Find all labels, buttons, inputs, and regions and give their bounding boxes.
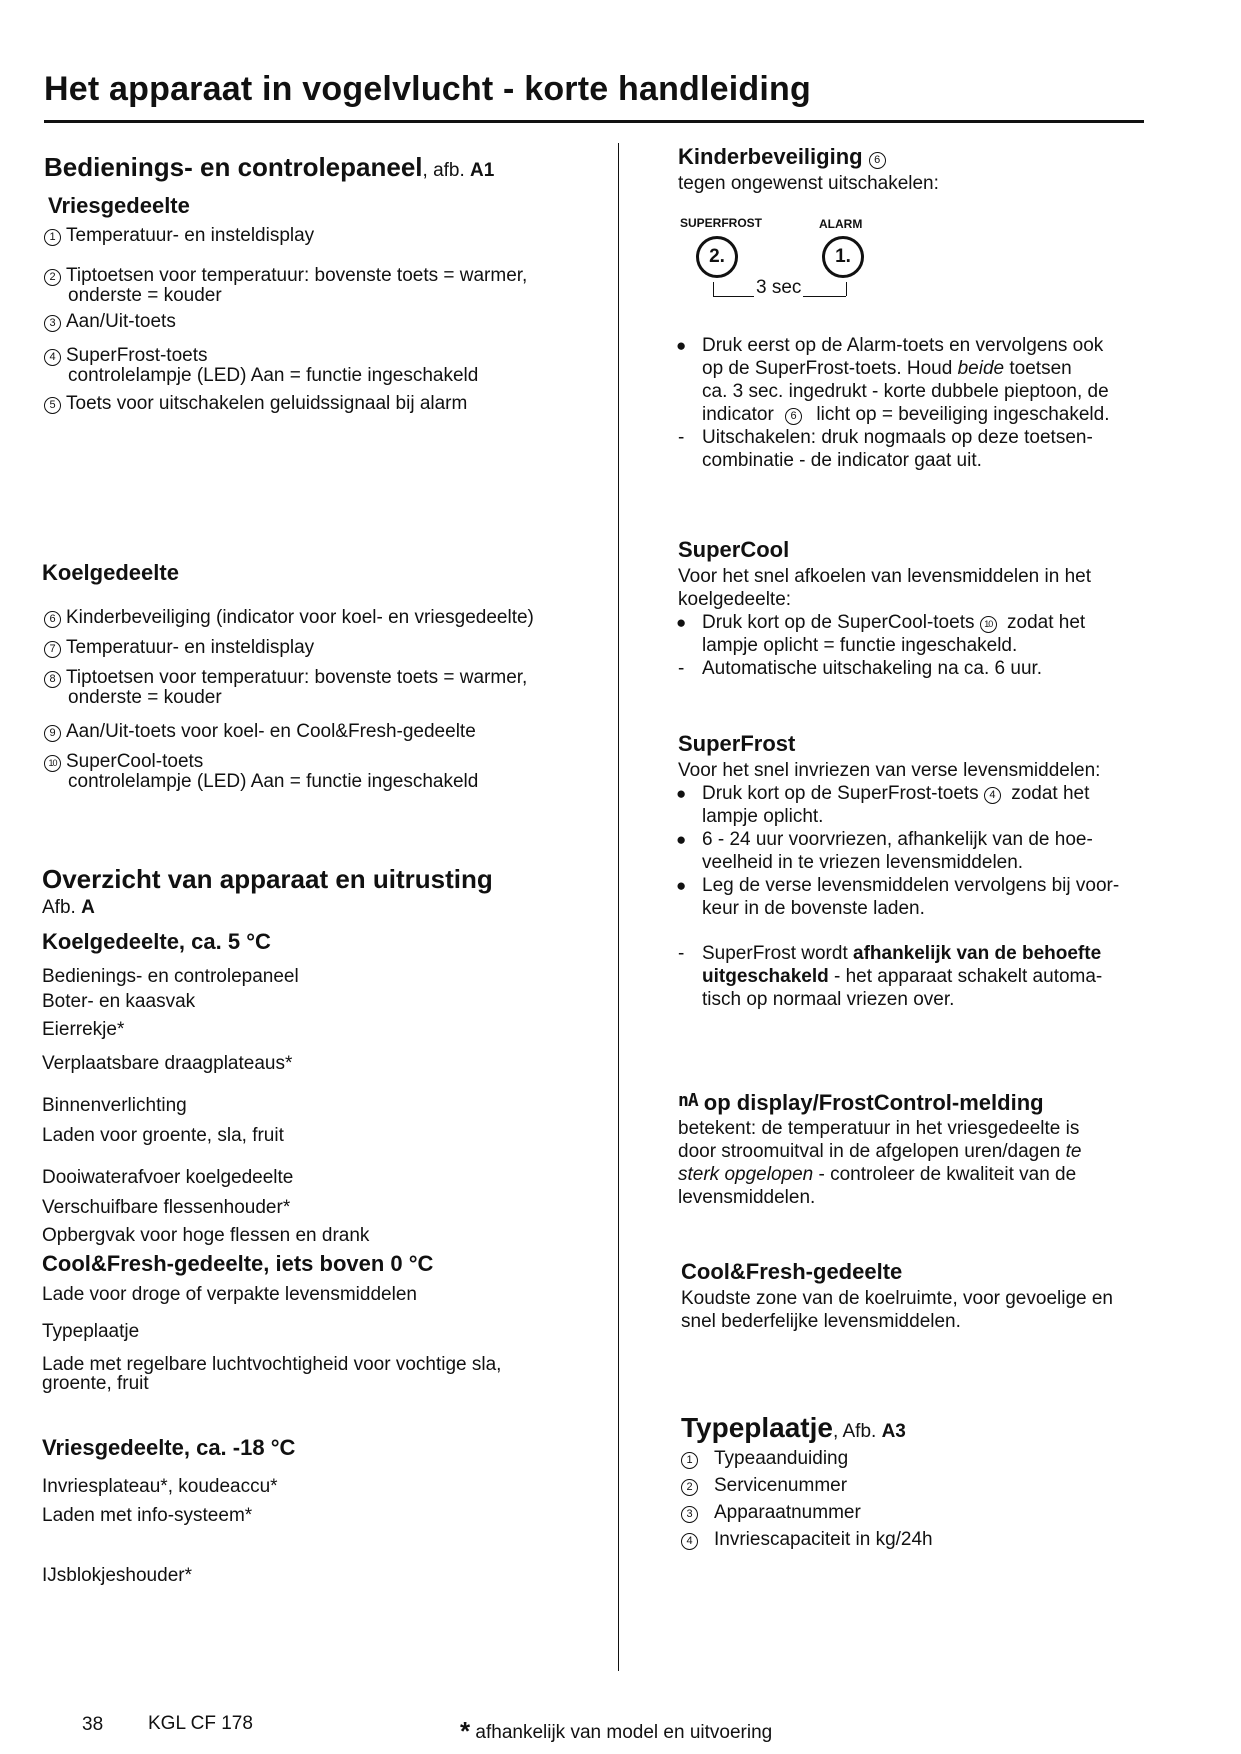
text-line: snel bederfelijke levensmiddelen. [681, 1311, 961, 1332]
typeplate-afb-ref: A3 [881, 1421, 906, 1442]
overview-coolfresh-item: Typeplaatje [42, 1321, 140, 1342]
text-line: Koudste zone van de koelruimte, voor gevoelige en [681, 1288, 1113, 1309]
page-title: Het apparaat in vogelvlucht - korte handleiding [44, 70, 811, 108]
number-badge: 1 [44, 229, 61, 246]
panel-freezer-item-4 [44, 346, 478, 385]
overview-fridge-item: Boter- en kaasvak [42, 991, 196, 1012]
panel-freezer-heading: Vriesgedeelte [48, 193, 190, 218]
item-label: Tiptoetsen voor temperatuur: bovenste toets = warmer, [66, 265, 528, 286]
dash-marker: - [678, 943, 685, 964]
bracket-left [713, 282, 714, 296]
superfrost-bullet-3 [702, 874, 1119, 920]
item-label: Apparaatnummer [714, 1502, 861, 1523]
number-badge: 9 [44, 725, 61, 742]
panel-fridge-item-9 [44, 722, 476, 742]
item-label: Temperatuur- en insteldisplay [66, 225, 315, 246]
title-rule [44, 120, 1144, 123]
child-lock-off-text [702, 426, 1093, 472]
panel-freezer-item-5 [44, 394, 467, 414]
overview-coolfresh-item: Lade met regelbare luchtvochtigheid voor vochtige sla, [42, 1354, 502, 1375]
item-label: Aan/Uit-toets voor koel- en Cool&Fresh-gedeelte [66, 721, 476, 742]
number-badge: 5 [44, 397, 61, 414]
number-badge: 4 [44, 349, 61, 366]
text-line: - het apparaat schakelt automa- [828, 966, 1103, 987]
superfrost-key-label: SUPERFROST [680, 216, 763, 230]
overview-fridge-item: Bedienings- en controlepaneel [42, 966, 299, 987]
text-line: Druk kort op de SuperFrost-toets [702, 783, 984, 804]
child-lock-subtitle: tegen ongewenst uitschakelen: [678, 173, 939, 194]
overview-fridge-item: Dooiwaterafvoer koelgedeelte [42, 1167, 294, 1188]
text-line: Uitschakelen: druk nogmaals op deze toetsen- [702, 427, 1093, 448]
overview-freezer-item: IJsblokjeshouder* [42, 1565, 192, 1586]
item-label: Aan/Uit-toets [66, 311, 176, 332]
item-label-cont: controlelampje (LED) Aan = functie ingeschakeld [68, 365, 479, 386]
bullet-icon: ● [676, 830, 687, 849]
supercool-bullet [702, 611, 1085, 657]
typeplate-item [681, 1474, 847, 1497]
text-line: 6 - 24 uur voorvriezen, afhankelijk van de hoe- [702, 829, 1093, 850]
text-line: SuperFrost wordt [702, 943, 853, 964]
footnote-text: afhankelijk van model en uitvoering [475, 1722, 773, 1743]
typeplate-item [681, 1501, 861, 1524]
text-line: op de SuperFrost-toets. Houd [702, 358, 958, 379]
bullet-icon: ● [676, 876, 687, 895]
number-badge: 2 [681, 1479, 698, 1496]
frostcontrol-heading [678, 1090, 1044, 1116]
supercool-intro [678, 565, 1091, 611]
asterisk: * [460, 1716, 471, 1746]
child-lock-heading-text: Kinderbeveiliging [678, 144, 863, 169]
text-line: combinatie - de indicator gaat uit. [702, 450, 982, 471]
panel-afb-ref: A1 [470, 160, 495, 181]
bold-text: afhankelijk van de behoefte [853, 943, 1102, 964]
display-symbol-icon: nA [678, 1090, 698, 1111]
coolfresh-heading: Cool&Fresh-gedeelte [681, 1259, 903, 1284]
bullet-icon: ● [676, 784, 687, 803]
text-line: Voor het snel afkoelen van levensmiddelen in het [678, 566, 1091, 587]
page-number: 38 [82, 1714, 104, 1735]
panel-fridge-item-6 [44, 608, 534, 628]
text-line: keur in de bovenste laden. [702, 898, 925, 919]
overview-afb-prefix: Afb. [42, 897, 76, 918]
overview-afb [42, 896, 95, 919]
bullet-icon: ● [676, 336, 687, 355]
panel-freezer-item-3 [44, 312, 176, 332]
duration-label: 3 sec [756, 277, 802, 298]
panel-freezer-item-1 [44, 226, 314, 246]
text-line: tisch op normaal vriezen over. [702, 989, 955, 1010]
superfrost-heading: SuperFrost [678, 731, 796, 756]
number-badge: 6 [869, 152, 886, 169]
text-line: zodat het [1001, 612, 1086, 633]
overview-coolfresh-item: Lade voor droge of verpakte levensmiddelen [42, 1284, 417, 1305]
text-line: Druk kort op de SuperCool-toets [702, 612, 980, 633]
panel-freezer-item-2 [44, 266, 527, 305]
number-badge: 6 [44, 611, 61, 628]
item-label: Servicenummer [714, 1475, 848, 1496]
text-line: toetsen [1004, 358, 1072, 379]
model-code: KGL CF 178 [148, 1713, 253, 1734]
item-label: Typeaanduiding [714, 1448, 849, 1469]
number-badge: 8 [44, 671, 61, 688]
dash-marker: - [678, 658, 685, 679]
overview-freezer-heading: Vriesgedeelte, ca. -18 °C [42, 1435, 296, 1460]
bullet-icon: ● [676, 613, 687, 632]
panel-heading [44, 152, 494, 183]
overview-fridge-item: Eierrekje* [42, 1019, 125, 1040]
number-badge: 7 [44, 641, 61, 658]
number-badge: 6 [785, 408, 802, 425]
item-label: Kinderbeveiliging (indicator voor koel- en vriesgedeelte) [66, 607, 534, 628]
bracket-right [846, 282, 847, 296]
overview-fridge-item: Verplaatsbare draagplateaus* [42, 1053, 293, 1074]
child-lock-heading [678, 144, 891, 170]
item-label: Tiptoetsen voor temperatuur: bovenste toets = warmer, [66, 667, 528, 688]
typeplate-item [681, 1447, 848, 1470]
panel-fridge-heading: Koelgedeelte [42, 560, 179, 585]
number-badge: 1 [681, 1452, 698, 1469]
text-line: lampje oplicht = functie ingeschakeld. [702, 635, 1018, 656]
child-lock-step-text [702, 334, 1110, 426]
item-label: SuperFrost-toets [66, 345, 208, 366]
number-badge: 4 [681, 1533, 698, 1550]
text-line: Druk eerst op de Alarm-toets en vervolgens ook [702, 335, 1104, 356]
panel-heading-text: Bedienings- en controlepaneel [44, 152, 423, 182]
superfrost-dash [702, 942, 1102, 1011]
item-label: SuperCool-toets [66, 751, 204, 772]
child-lock-diagram [678, 214, 898, 304]
overview-fridge-item: Opbergvak voor hoge flessen en drank [42, 1225, 370, 1246]
overview-freezer-item: Laden met info-systeem* [42, 1505, 253, 1526]
alarm-key-step: 1. [822, 236, 864, 278]
superfrost-bullet-2 [702, 828, 1093, 874]
panel-fridge-item-8 [44, 668, 527, 707]
text-line: door stroomuitval in de afgelopen uren/dagen [678, 1141, 1066, 1162]
typeplate-heading-text: Typeplaatje [681, 1412, 833, 1443]
overview-coolfresh-heading: Cool&Fresh-gedeelte, iets boven 0 °C [42, 1251, 434, 1276]
overview-afb-ref: A [81, 897, 95, 918]
panel-fridge-item-7 [44, 638, 314, 658]
column-divider [618, 143, 619, 1671]
dash-marker: - [678, 427, 685, 448]
overview-coolfresh-item: groente, fruit [42, 1373, 149, 1394]
superfrost-bullet-1 [702, 782, 1089, 828]
text-line: koelgedeelte: [678, 589, 792, 610]
number-badge: 4 [984, 787, 1001, 804]
item-label-cont: onderste = kouder [68, 687, 222, 708]
item-label: Invriescapaciteit in kg/24h [714, 1529, 933, 1550]
item-label: Temperatuur- en insteldisplay [66, 637, 315, 658]
alarm-key-label: ALARM [819, 217, 863, 231]
item-label-cont: onderste = kouder [68, 285, 222, 306]
emphasis-text: sterk opgelopen [678, 1164, 814, 1185]
typeplate-afb-prefix: , Afb. [832, 1421, 877, 1442]
emphasis-text: beide [957, 358, 1005, 379]
number-badge: 3 [44, 315, 61, 332]
supercool-dash: Automatische uitschakeling na ca. 6 uur. [702, 658, 1043, 679]
text-line: zodat het [1005, 783, 1090, 804]
overview-fridge-item: Laden voor groente, sla, fruit [42, 1125, 284, 1146]
panel-afb-prefix: , afb. [422, 160, 465, 181]
bold-text: uitgeschakeld [702, 966, 829, 987]
number-badge: 10 [44, 755, 61, 772]
text-line: indicator [702, 404, 780, 425]
frostcontrol-text [678, 1117, 1082, 1209]
text-line: Leg de verse levensmiddelen vervolgens bij voor- [702, 875, 1120, 896]
text-line: veelheid in te vriezen levensmiddelen. [702, 852, 1024, 873]
text-line: levensmiddelen. [678, 1187, 816, 1208]
overview-fridge-heading: Koelgedeelte, ca. 5 °C [42, 929, 271, 954]
coolfresh-text [681, 1287, 1113, 1333]
number-badge: 3 [681, 1506, 698, 1523]
text-line: lampje oplicht. [702, 806, 824, 827]
typeplate-item [681, 1528, 933, 1551]
overview-freezer-item: Invriesplateau*, koudeaccu* [42, 1476, 278, 1497]
number-badge: 2 [44, 269, 61, 286]
text-line: - controleer de kwaliteit van de [813, 1164, 1077, 1185]
item-label: Toets voor uitschakelen geluidssignaal bij alarm [66, 393, 468, 414]
typeplate-heading [681, 1412, 906, 1444]
frostcontrol-heading-text: op display/FrostControl-melding [697, 1090, 1044, 1115]
item-label-cont: controlelampje (LED) Aan = functie ingeschakeld [68, 771, 479, 792]
number-badge: 10 [980, 616, 997, 633]
panel-fridge-item-10 [44, 752, 478, 791]
footnote [460, 1716, 772, 1747]
text-line: ca. 3 sec. ingedrukt - korte dubbele pieptoon, de [702, 381, 1109, 402]
overview-heading: Overzicht van apparaat en uitrusting [42, 864, 493, 894]
emphasis-text: te [1065, 1141, 1082, 1162]
overview-fridge-item: Binnenverlichting [42, 1095, 187, 1116]
superfrost-intro: Voor het snel invriezen van verse levensmiddelen: [678, 760, 1101, 781]
text-line: licht op = beveiliging ingeschakeld. [811, 404, 1110, 425]
overview-fridge-item: Verschuifbare flessenhouder* [42, 1197, 291, 1218]
text-line: betekent: de temperatuur in het vriesgedeelte is [678, 1118, 1080, 1139]
supercool-heading: SuperCool [678, 537, 790, 562]
superfrost-key-step: 2. [696, 236, 738, 278]
